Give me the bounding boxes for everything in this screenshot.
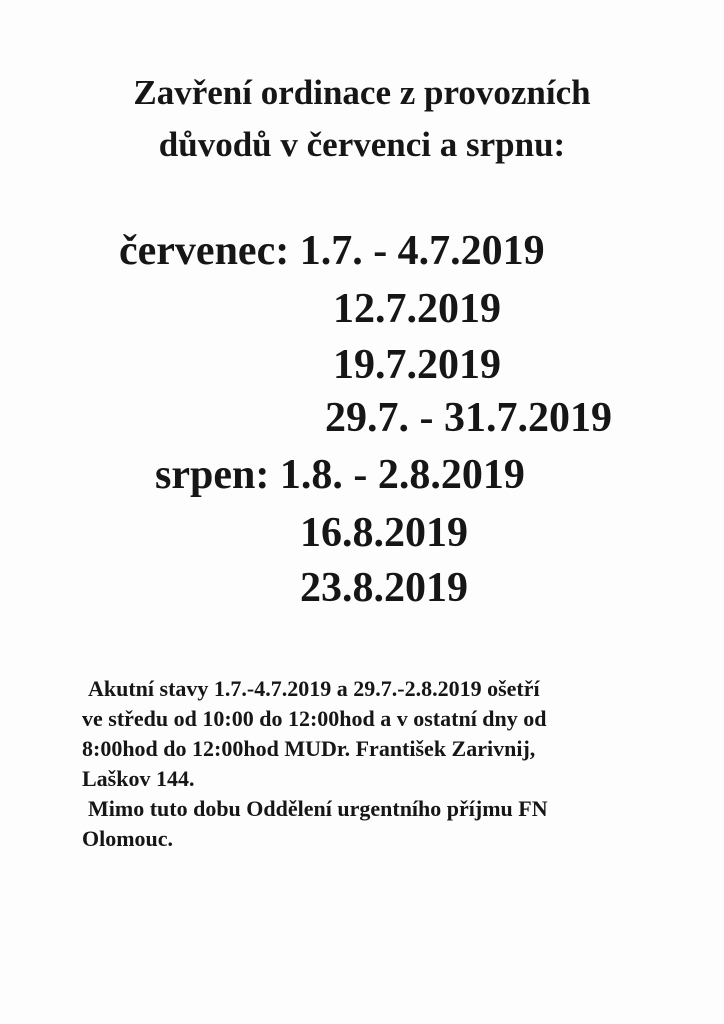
closure-august-date-16: 16.8.2019 xyxy=(300,510,468,556)
closure-july-range-2: 29.7. - 31.7.2019 xyxy=(325,395,612,441)
note-block xyxy=(82,674,682,854)
closure-july-date-12: 12.7.2019 xyxy=(333,286,501,332)
closure-august-range: srpen: 1.8. - 2.8.2019 xyxy=(155,452,525,498)
title-line-1: Zavření ordinace z provozních xyxy=(133,73,591,112)
note-line-2: ve středu od 10:00 do 12:00hod a v ostatní dny od xyxy=(82,706,547,731)
title-line-2: důvodů v červenci a srpnu: xyxy=(158,125,566,164)
note-line-4: Laškov 144. xyxy=(82,766,195,791)
note-line-3: 8:00hod do 12:00hod MUDr. František Zarivnij, xyxy=(82,736,536,761)
note-line-6: Olomouc. xyxy=(82,826,174,851)
closure-august-date-23: 23.8.2019 xyxy=(300,565,468,611)
note-line-1: Akutní stavy 1.7.-4.7.2019 a 29.7.-2.8.2019 ošetří xyxy=(88,676,540,701)
closure-july-date-19: 19.7.2019 xyxy=(333,342,501,388)
note-line-5: Mimo tuto dobu Oddělení urgentního příjmu FN xyxy=(88,796,548,821)
closure-july-range-1: červenec: 1.7. - 4.7.2019 xyxy=(119,228,545,274)
